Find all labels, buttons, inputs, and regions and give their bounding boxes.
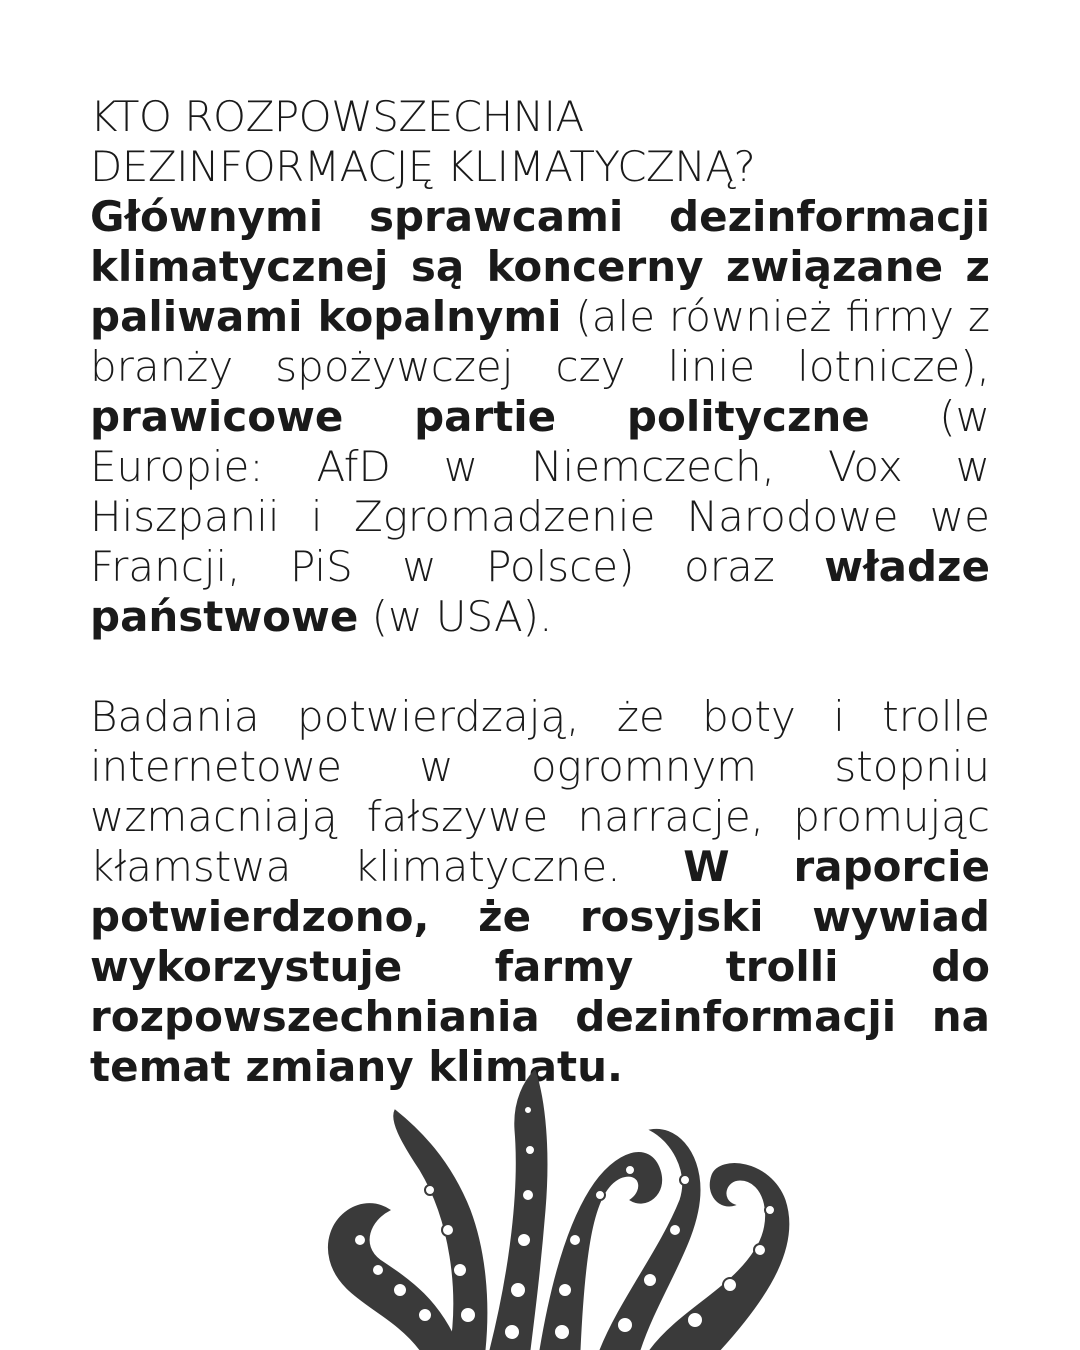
bold-right-wing-parties: prawicowe partie polityczne bbox=[90, 392, 870, 441]
text-segment: (w USA). bbox=[358, 592, 553, 641]
text-content bbox=[90, 92, 990, 1092]
page-title bbox=[90, 92, 990, 192]
paragraph-spacer bbox=[90, 642, 990, 692]
bold-russian-intelligence: W raporcie potwierdzono, że rosyjski wywiad wykorzystuje farmy trolli do rozpowszechniania dezinformacji na temat zmiany klimatu. bbox=[90, 842, 990, 1091]
paragraph-perpetrators bbox=[90, 192, 990, 642]
title-line-1: KTO ROZPOWSZECHNIA bbox=[90, 92, 584, 141]
text-segment: Badania potwierdzają, że boty i trolle internetowe w ogromnym stopniu wzmacniają fałszywe narracje, promując kłamstwa klimatyczne. bbox=[90, 692, 990, 891]
paragraph-bots-trolls bbox=[90, 692, 990, 1092]
octopus-tentacles-icon bbox=[300, 1070, 800, 1350]
bold-state-authorities: władze państwowe bbox=[90, 542, 990, 641]
text-segment: (ale również firmy z branży spożywczej czy linie lotnicze), bbox=[90, 292, 990, 391]
title-line-2: DEZINFORMACJĘ KLIMATYCZNĄ? bbox=[90, 142, 756, 191]
text-segment: (w Europie: AfD w Niemczech, Vox w Hiszpanii i Zgromadzenie Narodowe we Francji, PiS w Polsce) oraz bbox=[90, 392, 990, 591]
bold-fossil-fuel: Głównymi sprawcami dezinformacji klimatycznej są koncerny związane z paliwami kopalnymi bbox=[90, 192, 990, 341]
